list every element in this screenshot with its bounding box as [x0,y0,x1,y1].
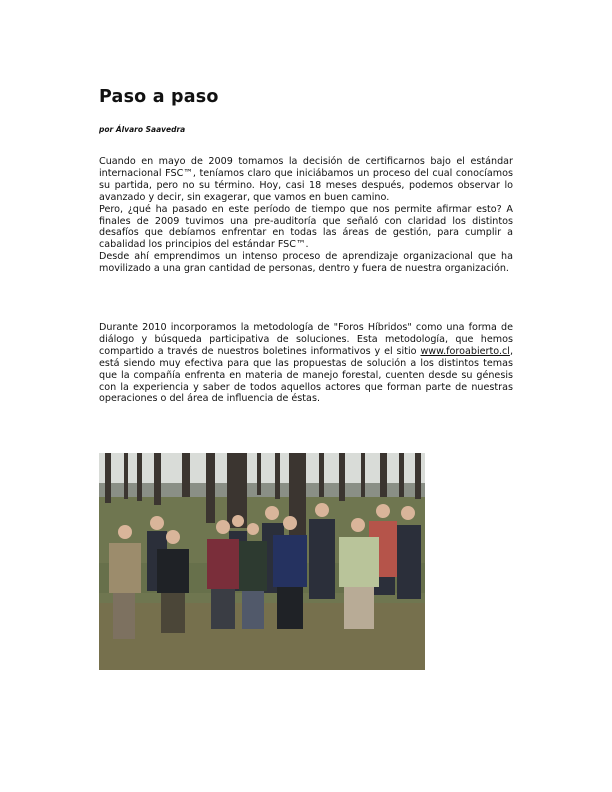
foroabierto-link[interactable]: www.foroabierto.cl [420,345,510,357]
paragraph-2: Desde ahí emprendimos un intenso proceso de aprendizaje organizacional que ha movilizado a una gran cantidad de personas, dentro y fuera de nuestra organización. [99,251,513,275]
article-body-top [99,156,513,275]
article-body-bottom [99,322,513,405]
group-photo [99,453,425,670]
article-title: Paso a paso [99,87,219,107]
paragraph-3-start: Durante 2010 incorporamos la metodología de "Foros Híbridos" como una forma de diálogo y búsqueda participativa de soluciones. Esta metodología, que hemos compartido a través de nuestros boletines informativos y el sitio [99,322,513,357]
paragraph-1b: Pero, ¿qué ha pasado en este período de tiempo que nos permite afirmar esto? A finales de 2009 tuvimos una pre-auditoría que señaló con claridad los distintos desafíos que debíamos enfrentar en todas las áreas de gestión, para cumplir a cabalidad los principios del estándar FSC™. [99,203,513,251]
article-byline: por Álvaro Saavedra [99,125,186,134]
paragraph-3 [99,322,513,405]
paragraph-1: Cuando en mayo de 2009 tomamos la decisión de certificarnos bajo el estándar internacional FSC™, teníamos claro que iniciábamos un proceso del cual conocíamos su partida, pero no su término. Hoy, casi 18 meses después, podemos observar lo avanzado y decir, sin exagerar, que vamos en buen camino. [99,156,513,203]
paragraph-3-end: , está siendo muy efectiva para que las propuestas de solución a los distintos temas que la compañía enfrenta en materia de manejo forestal, cuenten desde su génesis con la experiencia y saber de todos aquellos actores que forman parte de nuestras operaciones o del área de influencia de éstas. [99,345,513,405]
